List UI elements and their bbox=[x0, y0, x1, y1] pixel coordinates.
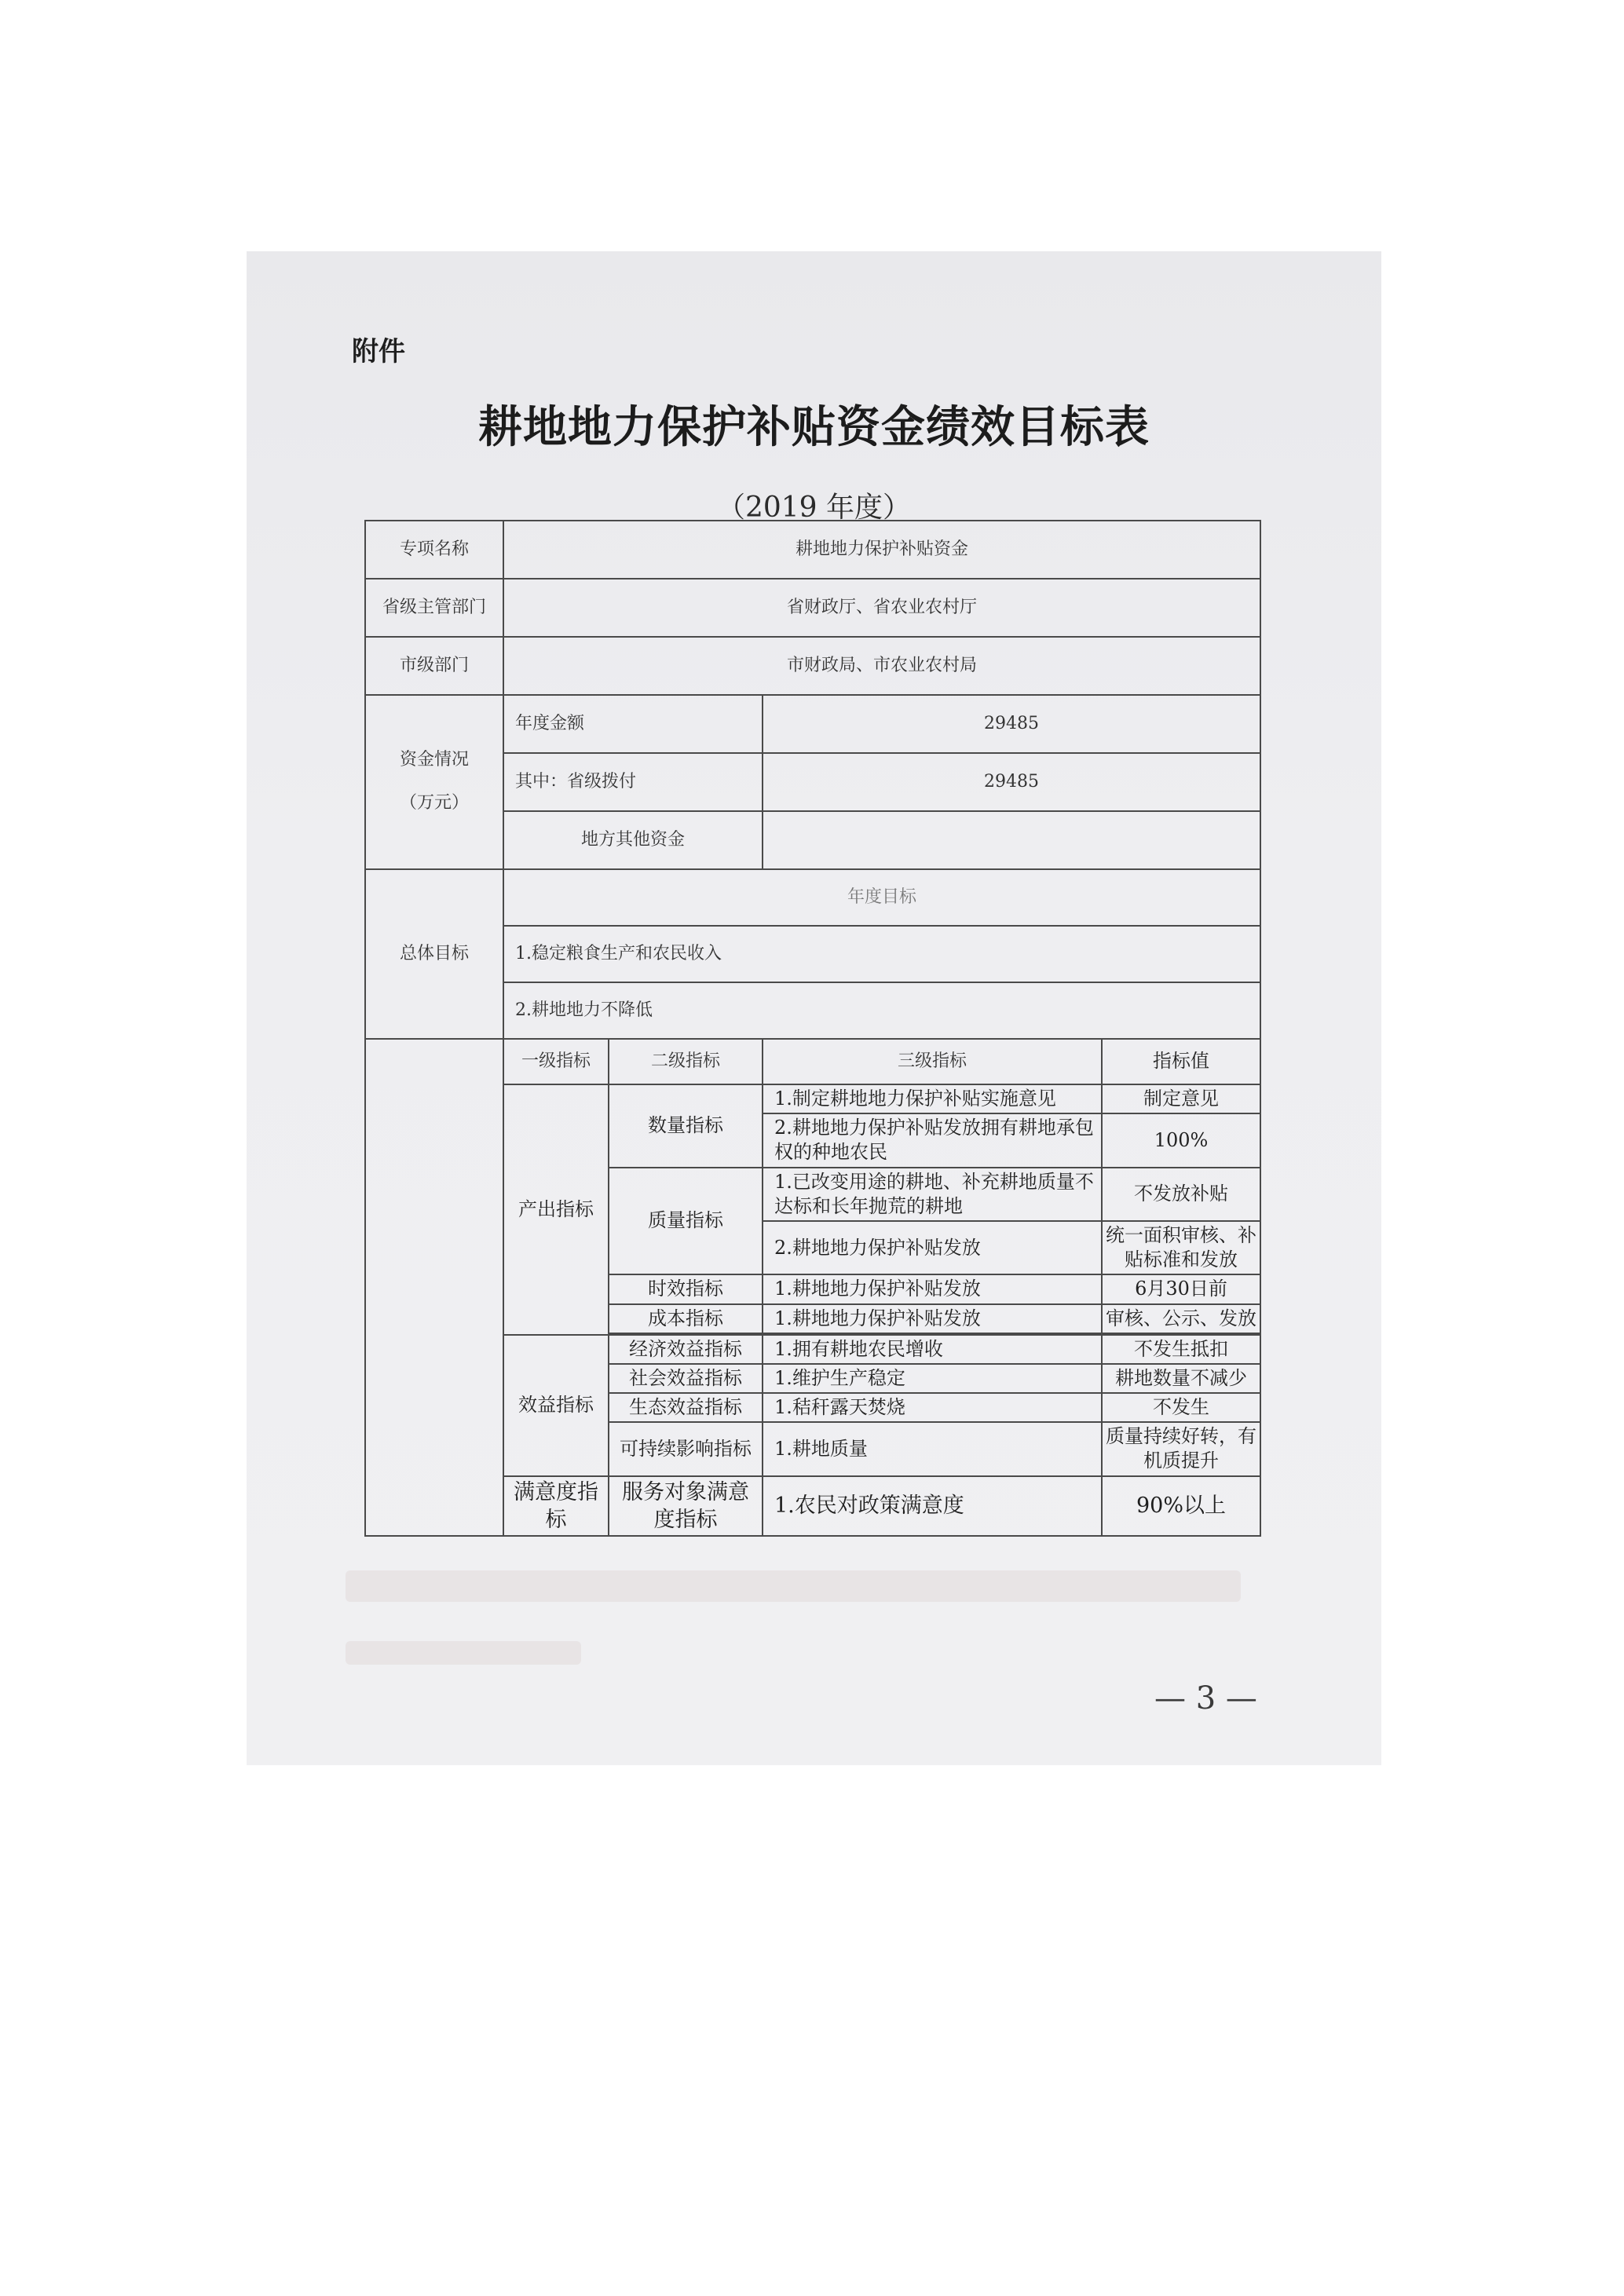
benefit-indicator-label: 效益指标 bbox=[503, 1335, 609, 1476]
time-item-1: 1.耕地地力保护补贴发放 bbox=[763, 1274, 1102, 1303]
goal-item-2: 2.耕地地力不降低 bbox=[503, 982, 1260, 1039]
quantity-item-2: 2.耕地地力保护补贴发放拥有耕地承包权的种地农民 bbox=[763, 1113, 1102, 1167]
quality-item-1: 1.已改变用途的耕地、补充耕地质量不达标和长年抛荒的耕地 bbox=[763, 1168, 1102, 1221]
funds-label-line1: 资金情况 bbox=[399, 750, 469, 770]
annual-amount-label: 年度金额 bbox=[503, 695, 763, 753]
value-header: 指标值 bbox=[1102, 1039, 1260, 1084]
project-name-label: 专项名称 bbox=[365, 521, 503, 579]
output-indicator-label: 产出指标 bbox=[503, 1084, 609, 1335]
annual-goal-header: 年度目标 bbox=[503, 869, 1260, 926]
social-item-1-value: 耕地数量不减少 bbox=[1102, 1364, 1260, 1393]
economic-item-1-value: 不发生抵扣 bbox=[1102, 1335, 1260, 1364]
satisfaction-item: 1.农民对政策满意度 bbox=[763, 1476, 1102, 1536]
eco-item-1-value: 不发生 bbox=[1102, 1393, 1260, 1422]
page-number: — 3 — bbox=[1154, 1680, 1257, 1717]
cost-item-1-value: 审核、公示、发放 bbox=[1102, 1304, 1260, 1333]
social-item-1: 1.维护生产稳定 bbox=[763, 1364, 1102, 1393]
satisfaction-indicator-label: 满意度指标 bbox=[503, 1476, 609, 1536]
quantity-indicator-label: 数量指标 bbox=[609, 1084, 763, 1168]
level3-header: 三级指标 bbox=[763, 1039, 1102, 1084]
quality-item-2: 2.耕地地力保护补贴发放 bbox=[763, 1221, 1102, 1274]
funds-label bbox=[365, 695, 503, 869]
quality-item-2-value: 统一面积审核、补贴标准和发放 bbox=[1102, 1221, 1260, 1274]
provincial-dept-value: 省财政厅、省农业农村厅 bbox=[503, 579, 1260, 637]
quantity-item-1: 1.制定耕地地力保护补贴实施意见 bbox=[763, 1084, 1102, 1113]
page-title: 耕地地力保护补贴资金绩效目标表 bbox=[478, 402, 1150, 453]
provincial-dept-label: 省级主管部门 bbox=[365, 579, 503, 637]
quantity-item-2-value: 100% bbox=[1102, 1113, 1260, 1167]
level2-header: 二级指标 bbox=[609, 1039, 763, 1084]
social-indicator-label: 社会效益指标 bbox=[609, 1364, 763, 1393]
provincial-allocation-value: 29485 bbox=[763, 753, 1260, 811]
city-dept-label: 市级部门 bbox=[365, 637, 503, 695]
cost-indicator-label: 成本指标 bbox=[609, 1304, 763, 1333]
service-satisfaction-label: 服务对象满意度指标 bbox=[609, 1476, 763, 1536]
overall-goal-label: 总体目标 bbox=[365, 869, 503, 1039]
economic-item-1: 1.拥有耕地农民增收 bbox=[763, 1335, 1102, 1364]
eco-indicator-label: 生态效益指标 bbox=[609, 1393, 763, 1422]
cost-item-1: 1.耕地地力保护补贴发放 bbox=[763, 1304, 1102, 1333]
goal-item-1: 1.稳定粮食生产和农民收入 bbox=[503, 926, 1260, 982]
satisfaction-value: 90%以上 bbox=[1102, 1476, 1260, 1536]
quality-item-1-value: 不发放补贴 bbox=[1102, 1168, 1260, 1221]
city-dept-value: 市财政局、市农业农村局 bbox=[503, 637, 1260, 695]
local-funds-label: 地方其他资金 bbox=[503, 811, 763, 869]
quantity-item-1-value: 制定意见 bbox=[1102, 1084, 1260, 1113]
performance-target-table bbox=[364, 520, 1261, 1537]
local-funds-value bbox=[763, 811, 1260, 869]
bleed-through-smudge bbox=[346, 1641, 581, 1665]
level1-header: 一级指标 bbox=[503, 1039, 609, 1084]
sustain-item-1-value: 质量持续好转，有机质提升 bbox=[1102, 1422, 1260, 1475]
quality-indicator-label: 质量指标 bbox=[609, 1168, 763, 1275]
time-indicator-label: 时效指标 bbox=[609, 1274, 763, 1303]
eco-item-1: 1.秸秆露天焚烧 bbox=[763, 1393, 1102, 1422]
attachment-label: 附件 bbox=[352, 336, 405, 367]
sustain-indicator-label: 可持续影响指标 bbox=[609, 1422, 763, 1475]
provincial-allocation-label: 其中：省级拨付 bbox=[503, 753, 763, 811]
time-item-1-value: 6月30日前 bbox=[1102, 1274, 1260, 1303]
economic-indicator-label: 经济效益指标 bbox=[609, 1335, 763, 1364]
funds-label-line2: （万元） bbox=[399, 793, 469, 813]
year-label: （2019 年度） bbox=[716, 492, 912, 524]
bleed-through-smudge bbox=[346, 1570, 1241, 1602]
project-name-value: 耕地地力保护补贴资金 bbox=[503, 521, 1260, 579]
indicator-blank-cell bbox=[365, 1039, 503, 1536]
sustain-item-1: 1.耕地质量 bbox=[763, 1422, 1102, 1475]
annual-amount-value: 29485 bbox=[763, 695, 1260, 753]
